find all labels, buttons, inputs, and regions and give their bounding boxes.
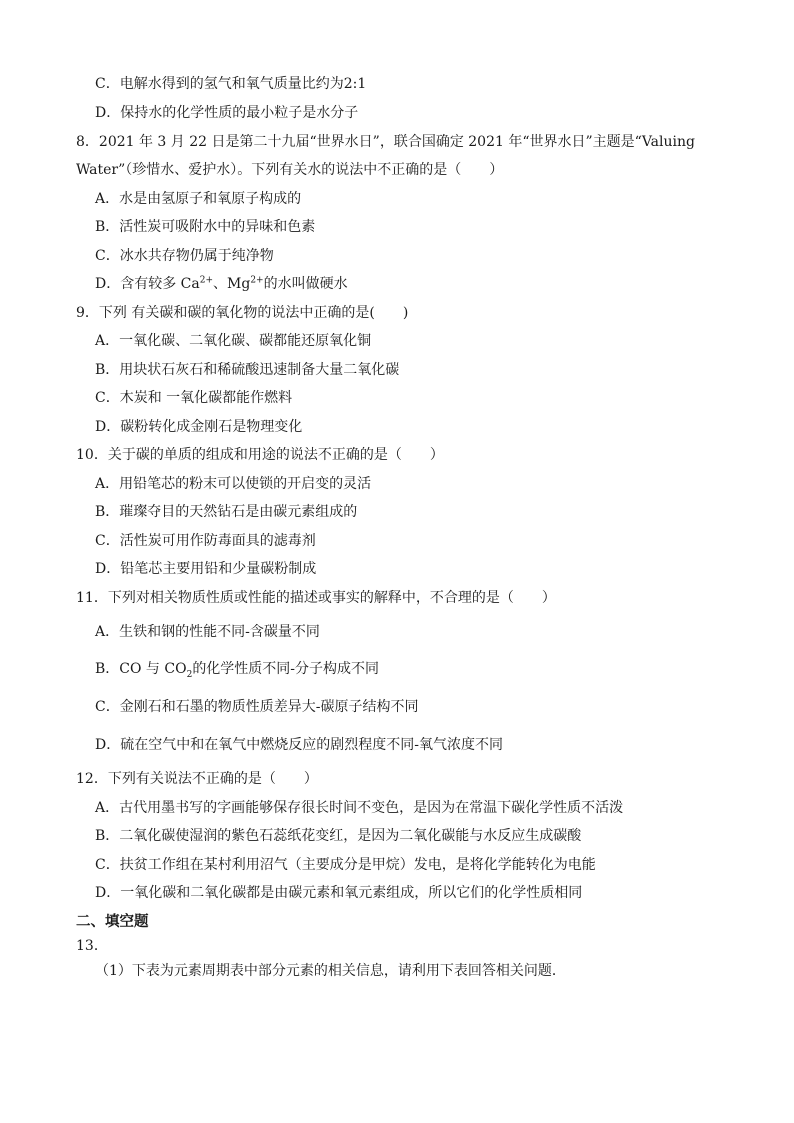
q9-option-c: C．木炭和 一氧化碳都能作燃料 (95, 390, 293, 406)
q11-option-b-sub: 2 (186, 669, 193, 680)
q8-option-d (95, 274, 348, 294)
q11-option-b-pre: B．CO 与 CO (95, 661, 187, 677)
q8-option-d-sup2: 2+ (250, 275, 264, 286)
q12-option-b: B．二氧化碳使湿润的紫色石蕊纸花变红，是因为二氧化碳能与水反应生成碳酸 (95, 828, 582, 844)
q12-option-d: D．一氧化碳和二氧化碳都是由碳元素和氧元素组成，所以它们的化学性质相同 (95, 885, 583, 901)
q9-option-d: D．碳粉转化成金刚石是物理变化 (95, 419, 303, 435)
q10-option-a: A．用铅笔芯的粉末可以使锁的开启变的灵活 (95, 476, 372, 492)
q12-stem: 12．下列有关说法不正确的是（ ） (76, 771, 318, 787)
q9-option-a: A．一氧化碳、二氧化碳、碳都能还原氧化铜 (95, 333, 372, 349)
q8-stem-line2: Water”（珍惜水、爱护水）。下列有关水的说法中不正确的是（ ） (76, 162, 504, 178)
q7-option-c: C．电解水得到的氢气和氧气质量比约为2:1 (95, 76, 367, 92)
q9-option-b: B．用块状石灰石和稀硫酸迅速制备大量二氧化碳 (95, 362, 400, 378)
q11-option-b-post: 的化学性质不同-分子构成不同 (192, 661, 380, 677)
q8-option-b: B．活性炭可吸附水中的异味和色素 (95, 219, 316, 235)
q10-option-d: D．铅笔芯主要用铅和少量碳粉制成 (95, 561, 317, 577)
q13-number: 13． (76, 938, 108, 954)
q8-option-d-pre: D．含有较多 Ca (95, 276, 200, 292)
q10-option-b: B．璀璨夺目的天然钻石是由碳元素组成的 (95, 504, 358, 520)
q11-option-c: C．金刚石和石墨的物质性质差异大-碳原子结构不同 (95, 699, 419, 715)
q12-option-c: C．扶贫工作组在某村利用沼气（主要成分是甲烷）发电，是将化学能转化为电能 (95, 857, 596, 873)
q8-option-d-post: 的水叫做硬水 (263, 276, 348, 292)
q12-option-a: A．古代用墨书写的字画能够保存很长时间不变色，是因为在常温下碳化学性质不活泼 (95, 800, 624, 816)
q8-option-a: A．水是由氢原子和氧原子构成的 (95, 191, 302, 207)
q7-option-d: D．保持水的化学性质的最小粒子是水分子 (95, 105, 359, 121)
q10-stem: 10．关于碳的单质的组成和用途的说法不正确的是（ ） (76, 447, 444, 463)
q8-stem-line1: 8．2021 年 3 月 22 日是第二十九届“世界水日”，联合国确定 2021 年“世界水日”主题是“Valuing (76, 134, 695, 150)
q11-option-a: A．生铁和钢的性能不同-含碳量不同 (95, 624, 320, 640)
q11-stem: 11．下列对相关物质性质或性能的描述或事实的解释中，不合理的是（ ） (76, 590, 556, 606)
q9-stem: 9．下列 有关碳和碳的氧化物的说法中正确的是( ) (76, 305, 409, 321)
q11-option-d: D．硫在空气中和在氧气中燃烧反应的剧烈程度不同-氧气浓度不同 (95, 737, 503, 753)
q8-option-d-mid: 、Mg (213, 276, 251, 292)
q10-option-c: C．活性炭可用作防毒面具的滤毒剂 (95, 533, 316, 549)
section-title-fill-in: 二、填空题 (76, 914, 149, 930)
q8-option-c: C．冰水共存物仍属于纯净物 (95, 248, 274, 264)
q11-option-b (95, 659, 379, 679)
q13-part1: （1）下表为元素周期表中部分元素的相关信息，请利用下表回答相关问题． (95, 963, 566, 979)
q8-option-d-sup1: 2+ (199, 275, 214, 286)
